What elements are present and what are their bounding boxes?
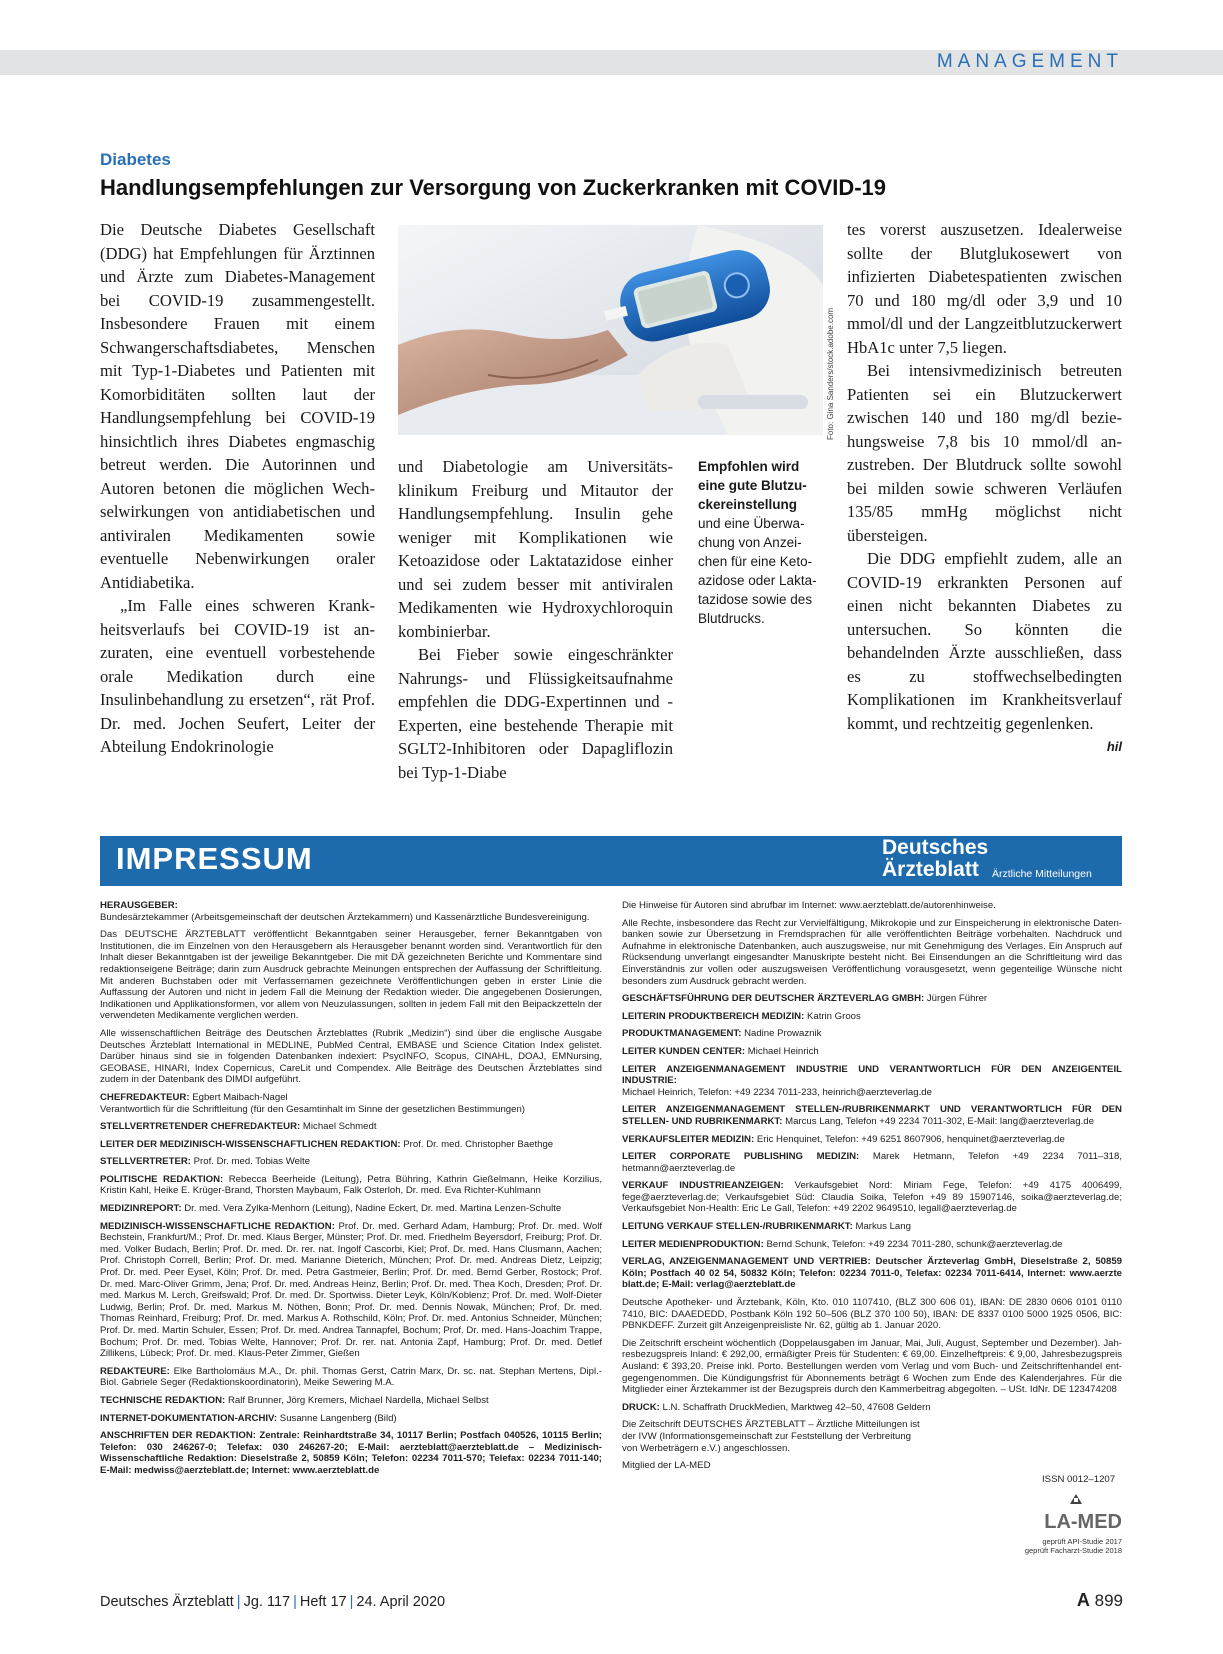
entry-value: L.N. Schaffrath DruckMedien, Marktweg 42–50, 47608 Geldern <box>662 1401 931 1413</box>
impressum-entry: Deutsche Apotheker- und Ärztebank, Köln, Kto. 010 1107410, (BLZ 300 606 01), IBAN: DE 2830 0606 0101 0110 7410, BIC: DAAEDEDD, Postbank Köln 192 50–506 (BLZ 370 100 50), IBAN: DE 8337 0100 5000 1925 0506, BIC: PBNKDEFF. Zurzeit gilt Anzeigenpreisliste Nr. 62, gültig ab 1. Januar 2020. <box>622 1297 1122 1332</box>
impressum-entry <box>100 1121 602 1133</box>
impressum-entry <box>100 1366 602 1389</box>
impressum-entry <box>100 1203 602 1215</box>
entry-label: LEITER KUNDEN CENTER: <box>622 1045 746 1057</box>
entry-label: MEDIZINREPORT: <box>100 1203 182 1215</box>
entry-value: Elke Bartholomäus M.A., Dr. phil. Thomas Gerst, Catrin Marx, Dr. sc. nat. Stephan Mertens, Dipl.-Biol. Gabriele Seger (Redaktionskoordinatorin), Meike Sewering M.A. <box>100 1365 602 1389</box>
paragraph: tes vorerst auszusetzen. Idealerweise sollte der Blutglukosewert von infizierten Diabetespatienten zwischen 70 und 180 mg/dl oder 3,9 und 10 mmol/dl und der Langzeitblutzuckerwert HbA1c unter 7,5 liegen. <box>847 220 1122 357</box>
impressum-entry <box>622 993 1122 1005</box>
caption-text: und eine Überwachung von Anzeichen für eine Ketoazidose oder Laktatazidose sowie des Blutdrucks. <box>698 516 817 626</box>
entry-label: INTERNET-DOKUMENTATION-ARCHIV: <box>100 1412 278 1424</box>
impressum-entry <box>100 1221 602 1360</box>
impressum-entry <box>622 1256 1122 1291</box>
page-number <box>1077 1590 1123 1611</box>
impressum-entry <box>100 1413 602 1425</box>
entry-value: Katrin Groos <box>806 1010 861 1022</box>
entry-value: Michael Heinrich, Telefon: +49 2234 7011-233, heinrich@aerzteverlag.de <box>622 1086 932 1098</box>
entry-label: GESCHÄFTSFÜHRUNG DER DEUTSCHER ÄRZTEVERLAG GMBH: <box>622 993 925 1005</box>
entry-value: Prof. Dr. med. Christopher Baethge <box>403 1138 554 1150</box>
entry-value: Bundesärztekammer (Arbeitsgemeinschaft der deutschen Ärztekammern) und Kassenärztliche Bundesvereinigung. <box>100 911 590 923</box>
article-column-3 <box>847 218 1122 759</box>
entry-label: LEITUNG VERKAUF STELLEN-/RUBRIKENMARKT: <box>622 1221 853 1233</box>
entry-label: PRODUKTMANAGEMENT: <box>622 1028 742 1040</box>
paragraph: Bei intensivmedizinisch betreuten Patienten sei ein Blutzuckerwert zwischen 140 und 180 mg/dl beziehungsweise 7,8 bis 10 mmol/dl anzustreben. Der Blutdruck sollte sowohl bei milden sowie schweren Verläufen 135/85 mmHg möglichst nicht übersteigen. <box>847 361 1122 545</box>
impressum-right-column <box>622 900 1122 1478</box>
impressum-entry: Die Hinweise für Autoren sind abrufbar im Internet: www.aerzteblatt.de/autorenhinweise. <box>622 900 996 911</box>
entry-label: LEITER DER MEDIZINISCH-WISSENSCHAFTLICHEN REDAKTION: <box>100 1138 401 1150</box>
impressum-entry: Die Zeitschrift erscheint wöchentlich (Doppelausgaben im Januar, Mai, Juli, August, September und Dezember). Jahresbezugspreis Inland: € 292,00, ermäßigter Preis für Studenten: € 69,00. Einzelheftpreis: € 9,00, Jahresbezugspreis Ausland: € 393,20. Preise inkl. Porto. Bestellungen werden vom Verlag und vom Buch- und Zeitschriftenhandel entgegengenommen. Die Kündigungsfrist für Abonnements beträgt 6 Wochen zum Ende des Kalenderjahres. Für die Mitglieder einer Ärztekammer ist der Bezugspreis durch den Kammerbeitrag abgegolten. – USt. IdNr. DE 123474208 <box>622 1337 1122 1396</box>
entry-value: Markus Lang <box>855 1221 911 1233</box>
journal-name: Deutsches Ärzteblatt <box>100 1594 234 1610</box>
volume: Jg. 117 <box>243 1594 291 1610</box>
paragraph-text: Die DDG empfiehlt zudem, alle an COVID-19 erkrankten Personen auf einen nicht bekannten Diabetes zu untersuchen. So könnten die behandelnden Ärzte ausschließen, dass es zu stoffwechselbedingten Komplikationen im Krankheitsverlauf kommt, und rechtzeitig gegenlenken. <box>847 549 1122 733</box>
caption-lead: Empfohlen wird eine gute Blutzuckereinstellung <box>698 459 807 512</box>
impressum-entry <box>622 1046 1122 1058</box>
entry-value: Prof. Dr. med. Gerhard Adam, Hamburg; Prof. Dr. med. Wolf Bechstein, Frankfurt/M.; Prof. Dr. med. Klaus Berger, Münster; Prof. Dr. med. Friedhelm Beyersdorf, Freiburg; Prof. Dr. med. Volker Budach, Berlin; Prof. Dr. med. Dr. rer. nat. Ingolf Cascorbi, Kiel; Prof. Dr. med. Hans Clusmann, Aachen; Prof. Christoph Correll, Berlin; Prof. Dr. med. Marianne Dieterich, München; Prof. Dr. med. Andreas Dietz, Leipzig; Prof. Dr. med. Peer Eysel, Köln; Prof. Dr. med. Petra Gastmeier, Berlin; Prof. Dr. med. Bernd Gerber, Rostock; Prof. Dr. med. Marc-Oliver Grimm, Jena; Prof. Dr. med. Andreas Heinz, Berlin; Prof. Dr. med. Thea Koch, Dresden; Prof. Dr. med. Markus M. Lerch, Greifswald; Prof. Dr. med. Dr. Sportwiss. Dieter Leyk, Köln/Koblenz; Prof. Dr. med. Wolf-Dieter Ludwig, Berlin; Prof. Dr. med. Markus M. Nöthen, Bonn; Prof. Dr. med. Dennis Nowak, München; Prof. Dr. med. Thomas Reinhard, Freiburg; Prof. Dr. med. Markus A. Rothschild, Köln; Prof. Dr. med. Antonius Schneider, München; Prof. Dr. med. Martin Schuler, Essen; Prof. Dr. med. Andrea Tannapfel, Bochum; Prof. Dr. med. Hans-Joachim Trappe, Bochum; Prof. Dr. med. Tobias Welte, Hannover; Prof. Dr. rer. nat. Antonia Zapf, Hamburg; Prof. Dr. med. Detlef Zillikens, Lübeck; Prof. Dr. med. Klaus-Peter Zimmer, Gießen <box>100 1220 602 1360</box>
lamed-note: geprüft API-Studie 2017 <box>1042 1537 1122 1546</box>
lamed-logo <box>1010 1492 1122 1532</box>
impressum-entry: Alle wissenschaftlichen Beiträge des Deutschen Ärzteblattes (Rubrik „Medizin“) sind über die englische Ausgabe Deutsches Ärzteblatt International in MEDLINE, PubMed Central, EMBASE und Science Citation Index gelistet. Darüber hinaus sind sie in folgenden Datenbanken indexiert: PsycINFO, Scopus, CINAHL, DOAJ, EMNursing, GEOBASE, HINARI, Index Copernicus, CareLit und Compendex. Alle Beiträge des Deutschen Ärzteblattes sind zudem in der Datenbank des DIMDI aufgeführt. <box>100 1027 602 1086</box>
paragraph: und Diabetologie am Universitätsklinikum Freiburg und Mitautor der Handlungsempfehlung. Insulin gehe weniger mit Komplikationen wie Ketoazidose oder Laktatazidose einher und sei zudem besser mit antiviralen Medikamenten wie Hydroxychloroquin kombinierbar. <box>398 457 673 641</box>
impressum-entry: Die Zeitschrift DEUTSCHES ÄRZTEBLATT – Ärztliche Mitteilungen ist der IVW (Informationsgemeinschaft zur Feststellung der Verbreitung von Werbeträgern e.V.) angeschlossen. <box>622 1419 920 1454</box>
entry-value: Marcus Lang, Telefon +49 2234 7011-302, E-Mail: lang@aerzteverlag.de <box>785 1115 1094 1127</box>
entry-label: TECHNISCHE REDAKTION: <box>100 1394 226 1406</box>
impressum-entry <box>622 1180 1122 1215</box>
impressum-entry <box>622 1064 1122 1099</box>
impressum-entry <box>100 1156 602 1168</box>
impressum-entry <box>622 1239 1122 1251</box>
impressum-left-column <box>100 900 602 1483</box>
entry-value: Rebecca Beerheide (Leitung), Petra Bühring, Kathrin Gießelmann, Heike Korzilius, Kristin Kahl, Heike E. Krüger-Brand, Thorsten Maybaum, Falk Osterloh, Dr. med. Eva Richter-Kuhlmann <box>100 1173 602 1197</box>
entry-label: REDAKTEURE: <box>100 1365 170 1377</box>
page-prefix: A <box>1076 1590 1090 1610</box>
issue-date: 24. April 2020 <box>356 1594 446 1610</box>
entry-label: VERKAUF INDUSTRIEANZEIGEN: <box>622 1180 784 1192</box>
paragraph <box>847 547 1122 754</box>
impressum-entry <box>100 1430 602 1476</box>
impressum-entry <box>100 1139 602 1151</box>
entry-label: LEITER ANZEIGENMANAGEMENT INDUSTRIE UND VERANTWORTLICH FÜR DEN ANZEIGENTEIL INDUSTRIE: <box>622 1063 1122 1087</box>
brand-logo-line2: Ärzteblatt <box>882 858 979 881</box>
entry-value: Michael Heinrich <box>747 1045 819 1057</box>
entry-label: LEITER CORPORATE PUBLISHING MEDIZIN: <box>622 1151 860 1163</box>
impressum-entry <box>100 1092 602 1115</box>
entry-label: DRUCK: <box>622 1401 660 1413</box>
impressum-entry <box>622 1151 1122 1174</box>
entry-value: Nadine Prowaznik <box>744 1028 822 1040</box>
impressum-entry: Alle Rechte, insbesondere das Recht zur Vervielfältigung, Mikrokopie und zur Einspeicherung in elektronische Datenbanken sowie zur Übersetzung in Fremdsprachen für alle veröffentlichten Beiträge vorbehalten. Nachdruck und Aufnahme in elektronische Datenbanken, auch auszugsweise, nur mit Genehmigung des Verlages. Ein Anspruch auf Rücksendung unverlangt eingesandter Manuskripte besteht nicht. Bei Einsendungen an die Schriftleitung wird das Einverständnis zur vollen oder auszugsweisen Veröffentlichung vorausgesetzt, wenn gegenteilige Wünsche nicht besonders zum Ausdruck gebracht werden. <box>622 917 1122 987</box>
entry-label: LEITER ANZEIGENMANAGEMENT STELLEN-/RUBRIKENMARKT UND VERANTWORTLICH FÜR DEN STELLEN- UND RUBRIKENMARKT: <box>622 1104 1122 1127</box>
editorial-address: ANSCHRIFTEN DER REDAKTION: Zentrale: Reinhardtstraße 34, 10117 Berlin; Postfach 040526, 10115 Berlin; Telefon: 030 246267-0; Telefax: 030 246267-20; E-Mail: aerzteblatt@aerzteblatt.de – Medizinisch-Wissenschaftliche Redaktion: Dieselstraße 2, 50859 Köln; Telefon: 02234 7011-570; Telefax: 02234 7011-140; E-Mail: medwiss@aerzteblatt.de; Internet: www.aerzteblatt.de <box>100 1430 602 1476</box>
article-photo <box>398 225 823 435</box>
entry-value: Ralf Brunner, Jörg Kremers, Michael Nardella, Michael Selbst <box>227 1394 489 1406</box>
entry-value: Marek Hetmann, Telefon +49 2234 7011–318, hetmann@aerzteverlag.de <box>622 1151 1123 1174</box>
entry-value: Verkaufsgebiet Nord: Miriam Fege, Telefon: +49 4175 4006499, fege@aerzteverlag.de; Verkaufsgebiet Süd: Claudia Soika, Telefon +49 89 15907146, soika@aerzteverlag.de; Verkaufsgebiet Non-Health: Eric Le Gall, Telefon: +49 2202 9649510, legall@aerzteverlag.de <box>622 1180 1122 1215</box>
lamed-logo-icon <box>1010 1492 1122 1532</box>
entry-label: STELLVERTRETENDER CHEFREDAKTEUR: <box>100 1121 301 1133</box>
entry-value: Eric Henquinet, Telefon: +49 6251 8607906, henquinet@aerzteverlag.de <box>756 1133 1065 1145</box>
lamed-note: geprüft Facharzt-Studie 2018 <box>1024 1546 1122 1555</box>
impressum-title: IMPRESSUM <box>116 841 313 876</box>
page-footer: Deutsches Ärzteblatt | Jg. 117 | Heft 17 | 24. April 2020 <box>100 1594 446 1610</box>
publisher-address: VERLAG, ANZEIGENMANAGEMENT UND VERTRIEB: Deutscher Ärzteverlag GmbH, Dieselstraße 2, 50859 Köln; Postfach 40 02 54, 50832 Köln; Telefon: 02234 7011-0, Telefax: 02234 7011-6414, Internet: www.aerzte blatt.de; E-Mail: verlag@aerzteblatt.de <box>622 1256 1122 1291</box>
impressum-entry: Mitglied der LA-MED <box>622 1460 711 1472</box>
impressum-entry <box>622 1104 1122 1127</box>
paragraph: Bei Fieber sowie eingeschränkter Nahrungs- und Flüssigkeitsaufnahme empfehlen die DDG-Expertinnen und -Experten, eine bestehende Therapie mit SGLT2-Inhibitoren oder Dapagliflozin bei Typ-1-Diabe <box>398 645 673 782</box>
lamed-logo-text: LA-MED <box>1044 1511 1122 1532</box>
entry-label: STELLVERTRETER: <box>100 1156 191 1168</box>
entry-label: MEDIZINISCH-WISSENSCHAFTLICHE REDAKTION: <box>100 1220 335 1232</box>
impressum-entry <box>100 1174 602 1197</box>
author-signature: hil <box>1106 739 1122 754</box>
impressum-entry <box>622 1402 1012 1414</box>
entry-note: Verantwortlich für die Schriftleitung (für den Gesamtinhalt im Sinne der gesetzlichen Bestimmungen) <box>100 1103 525 1115</box>
brand-logo-line1: Deutsches <box>882 836 989 859</box>
paragraph: „Im Falle eines schweren Krankheitsverlaufs bei COVID-19 ist anzuraten, eine eventuell vorbestehende orale Medikation durch eine Insulinbehandlung zu ersetzen“, rät Prof. Dr. med. Jochen Seufert, Leiter der Abteilung Endokrinologie <box>100 596 375 756</box>
photo-credit: Foto: Gina Sanders/stock.adobe.com <box>826 307 835 440</box>
impressum-entry <box>622 1011 1122 1023</box>
entry-label: LEITERIN PRODUKTBEREICH MEDIZIN: <box>622 1010 805 1022</box>
impressum-entry: Das DEUTSCHE ÄRZTEBLATT veröffentlicht Bekanntgaben seiner Herausgeber, ferner Bekanntgaben von Institutionen, die im Einzelnen von den Herausgebern als Herausgeber benannt worden sind. Verantwortlich für den Inhalt dieser Bekanntgaben ist der jeweilige Bekanntgeber. Die mit DÄ gezeichneten Berichte und Kommentare sind redaktionseigene Beiträge; darin zum Ausdruck gebrachte Meinungen entsprechen der Auffassung der Schriftleitung. Mit anderen Buchstaben oder mit Verfassernamen gezeichnete Veröffentlichungen geben in erster Linie die Auffassung der Autoren und nicht in jedem Fall die Meinung der Redaktion wieder. Die angegebenen Dosierungen, Indikationen und Applikationsformen, vor allem von Neuzulassungen, sollten in jedem Fall mit den Beipackzetteln der verwendeten Medikamente verglichen werden. <box>100 929 602 1022</box>
entry-label: CHEFREDAKTEUR: <box>100 1091 190 1103</box>
photo-caption <box>698 457 818 628</box>
entry-value: Michael Schmedt <box>302 1121 377 1133</box>
entry-label: POLITISCHE REDAKTION: <box>100 1173 224 1185</box>
impressum-entry <box>100 1395 602 1407</box>
glucose-meter-photo <box>398 225 823 435</box>
impressum-entry <box>622 1134 1122 1146</box>
page-number-value: 899 <box>1094 1591 1123 1610</box>
entry-label: LEITER MEDIENPRODUKTION: <box>622 1238 764 1250</box>
entry-value: Egbert Maibach-Nagel <box>192 1091 288 1103</box>
entry-label: VERKAUFSLEITER MEDIZIN: <box>622 1133 755 1145</box>
article-column-2 <box>398 455 673 784</box>
entry-value: Bernd Schunk, Telefon: +49 2234 7011-280, schunk@aerzteverlag.de <box>766 1238 1063 1250</box>
entry-value: Susanne Langenberg (Bild) <box>279 1412 397 1424</box>
paragraph: Die Deutsche Diabetes Gesellschaft (DDG) hat Empfehlungen für Ärztinnen und Ärzte zum Diabetes-Management bei COVID-19 zusammengestellt. Insbesondere Frauen mit einem Schwangerschaftsdiabetes, Menschen mit Typ-1-Diabetes und Patienten mit Komorbiditäten sollten laut der Handlungsempfehlung bei COVID-19 hinsichtlich ihres Diabetes engmaschig betreut werden. Die Autorinnen und Autoren betonen die möglichen Wechselwirkungen von antidiabetischen und antiviralen Medikamenten sowie eventuelle Nebenwirkungen oraler Antidiabetika. <box>100 220 375 592</box>
article-kicker: Diabetes <box>100 150 171 169</box>
issue: Heft 17 <box>299 1594 347 1610</box>
article-column-1 <box>100 218 375 759</box>
impressum-entry <box>100 900 602 923</box>
section-label: MANAGEMENT <box>936 51 1123 72</box>
impressum-entry <box>622 1028 1122 1040</box>
entry-value: Dr. med. Vera Zylka-Menhorn (Leitung), Nadine Eckert, Dr. med. Martina Lenzen-Schulte <box>184 1203 562 1215</box>
entry-value: Jürgen Führer <box>926 993 988 1005</box>
issn: ISSN 0012–1207 <box>1042 1474 1116 1485</box>
brand-logo-subtitle: Ärztliche Mitteilungen <box>992 868 1092 880</box>
article-headline: Handlungsempfehlungen zur Versorgung von Zuckerkranken mit COVID-19 <box>100 175 887 200</box>
impressum-entry <box>622 1221 1122 1233</box>
entry-label: HERAUSGEBER: <box>100 900 178 911</box>
entry-value: Prof. Dr. med. Tobias Welte <box>193 1156 311 1168</box>
